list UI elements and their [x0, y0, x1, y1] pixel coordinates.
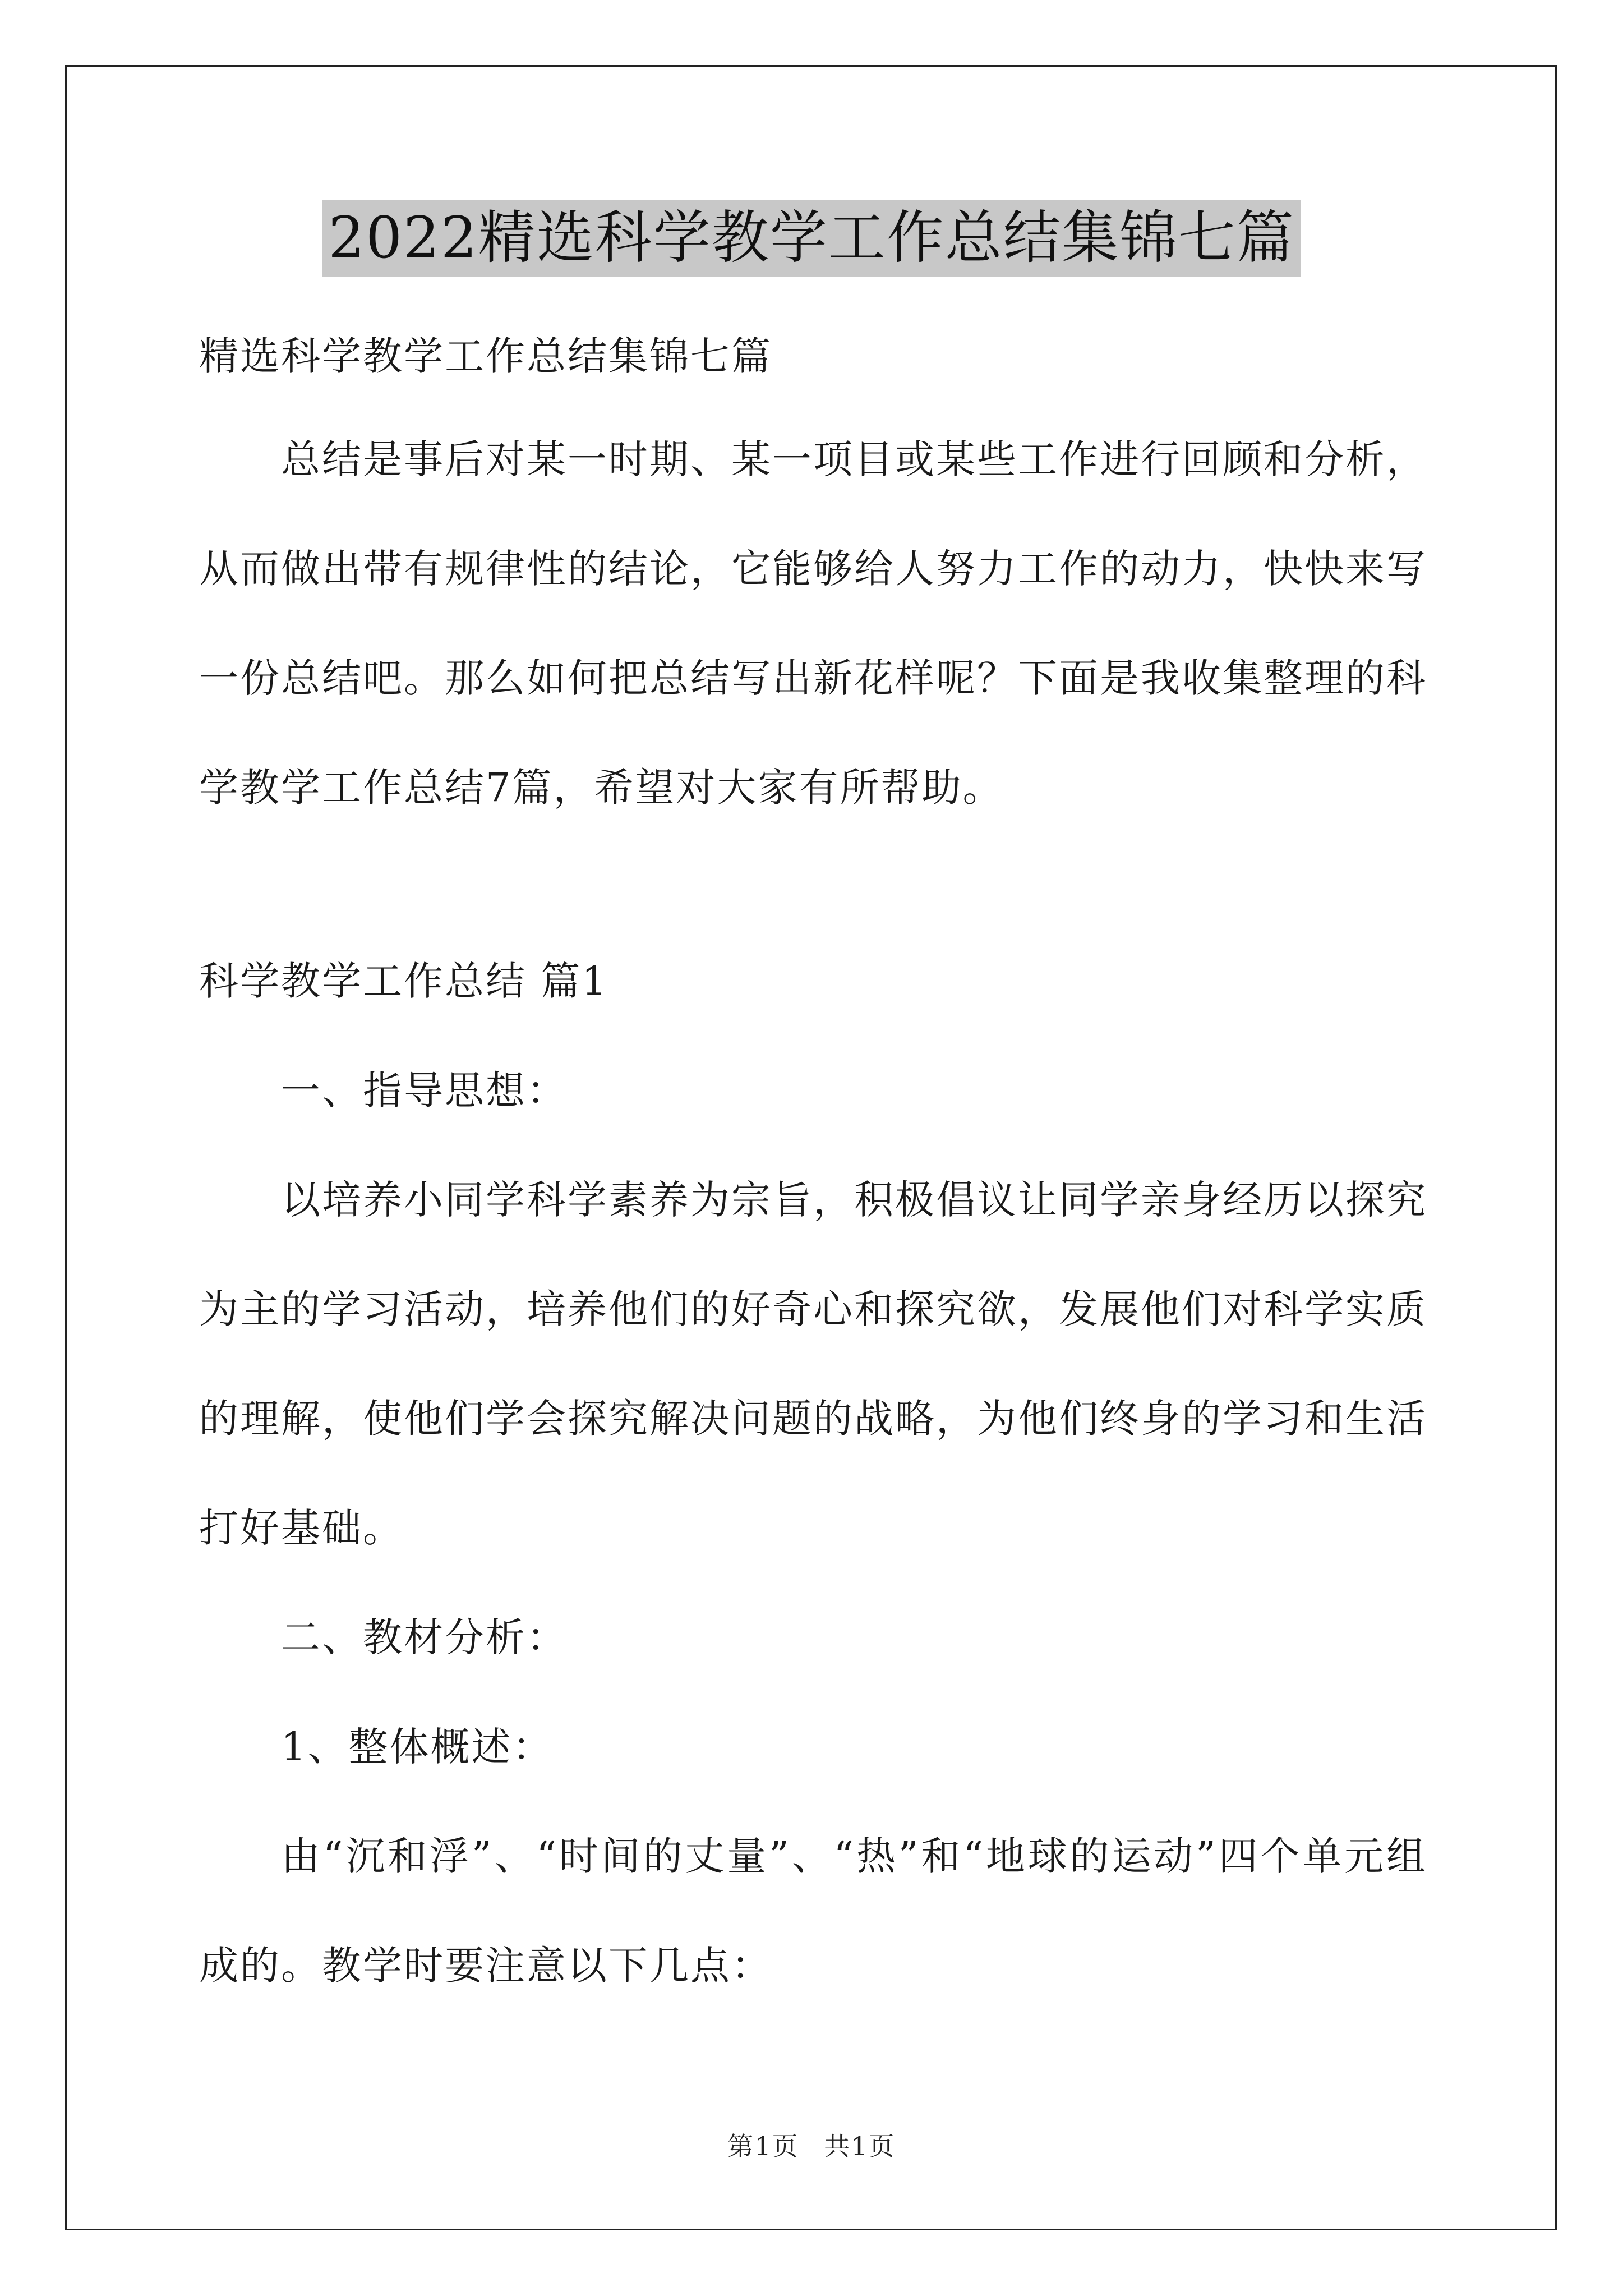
section-2-heading: 二、教材分析： [281, 1614, 568, 1660]
document-title: 2022精选科学教学工作总结集锦七篇 [322, 200, 1301, 277]
document-subtitle: 精选科学教学工作总结集锦七篇 [199, 333, 772, 379]
document-body [199, 314, 1427, 2021]
subsection-1-heading: 1、整体概述： [281, 1724, 554, 1770]
title-container [0, 200, 1623, 277]
intro-paragraph: 总结是事后对某一时期、某一项目或某些工作进行回顾和分析，从而做出带有规律性的结论，它能够给人努力工作的动力，快快来写一份总结吧。那么如何把总结写出新花样呢？下面是我收集整理的科学教学工作总结7篇，希望对大家有所帮助。 [199, 436, 1427, 811]
page-number: 第1页 [727, 2131, 799, 2161]
subsection-1-paragraph: 由“沉和浮”、“时间的丈量”、“热”和“地球的运动”四个单元组成的。教学时要注意以下几点： [199, 1833, 1427, 1989]
page-total: 共1页 [824, 2131, 896, 2161]
page-footer [0, 2126, 1623, 2163]
section-1-heading: 一、指导思想： [281, 1068, 568, 1114]
section-1-paragraph: 以培养小同学科学素养为宗旨，积极倡议让同学亲身经历以探究为主的学习活动，培养他们的好奇心和探究欲，发展他们对科学实质的理解，使他们学会探究解决问题的战略，为他们终身的学习和生活打好基础。 [199, 1177, 1427, 1551]
section-heading: 科学教学工作总结 篇1 [199, 958, 608, 1004]
